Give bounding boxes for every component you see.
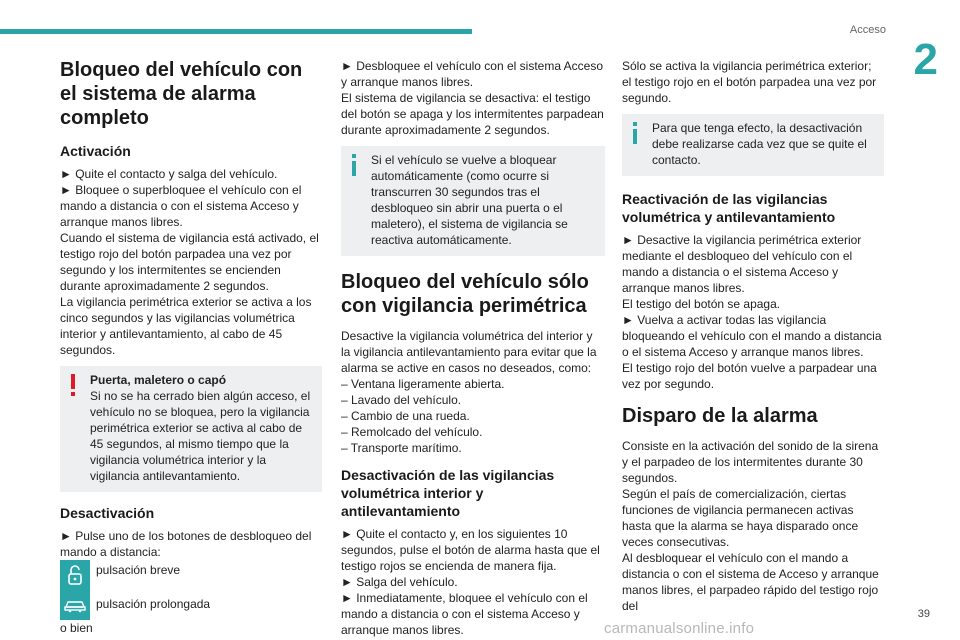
paragraph: Cuando el sistema de vigilancia está activado, el testigo rojo del botón parpadea una vez por segundo y los intermitentes se encienden durante aproximadamente 2 segundos. bbox=[60, 231, 319, 293]
heading-activation: Activación bbox=[60, 143, 131, 159]
list-item: – Cambio de una rueda. bbox=[341, 409, 470, 423]
column-2 bbox=[341, 58, 605, 638]
info-text: Si el vehículo se vuelve a bloquear automáticamente (como ocurre si transcurren 30 segundos tras el desbloqueo sin abrir una puerta o el maletero), el sistema de vigilancia se reactiva automáticamente. bbox=[371, 153, 568, 247]
list-item: – Transporte marítimo. bbox=[341, 441, 462, 455]
heading-deactivation: Desactivación bbox=[60, 505, 155, 521]
info-icon bbox=[632, 122, 638, 144]
car-unlock-icon bbox=[60, 590, 90, 620]
paragraph: El sistema de vigilancia se desactiva: el testigo del botón se apaga y los intermitentes parpadean durante aproximadamente 2 segundos. bbox=[341, 91, 604, 137]
paragraph: Según el país de comercialización, ciertas funciones de vigilancia permanecen activas hasta que la alarma se haya disparado once veces consecutivas. bbox=[622, 487, 859, 549]
paragraph: Consiste en la activación del sonido de la sirena y el parpadeo de los intermitentes durante 30 segundos. bbox=[622, 439, 879, 485]
short-press-row bbox=[60, 560, 322, 590]
long-press-row bbox=[60, 590, 322, 620]
heading-alarm-lock: Bloqueo del vehículo con el sistema de alarma completo bbox=[60, 59, 303, 129]
chapter-number: 2 bbox=[913, 35, 938, 84]
heading-reactivation: Reactivación de las vigilancias volumétrica y antilevantamiento bbox=[622, 191, 836, 225]
warning-title: Puerta, maletero o capó bbox=[90, 373, 227, 387]
paragraph: Sólo se activa la vigilancia perimétrica exterior; el testigo rojo en el botón parpadea una vez por segundo. bbox=[622, 59, 877, 105]
paragraph: ► Pulse uno de los botones de desbloqueo del mando a distancia: bbox=[60, 529, 312, 559]
list-item: – Lavado del vehículo. bbox=[341, 393, 462, 407]
paragraph: La vigilancia perimétrica exterior se activa a los cinco segundos y las vigilancias volumétrica interior y antilevantamiento, al cabo de 45 segundos. bbox=[60, 295, 312, 357]
paragraph: ► Desactive la vigilancia perimétrica exterior mediante el desbloqueo del vehículo con el mando a distancia o el sistema Acceso y arranque manos libres. bbox=[622, 233, 862, 295]
paragraph: ► Desbloquee el vehículo con el sistema Acceso y arranque manos libres. bbox=[341, 59, 604, 89]
list-item: – Remolcado del vehículo. bbox=[341, 425, 483, 439]
short-press-label: pulsación breve bbox=[96, 563, 181, 577]
section-title: Acceso bbox=[849, 24, 886, 36]
paragraph: ► Quite el contacto y salga del vehículo. bbox=[60, 167, 278, 181]
list-item: – Ventana ligeramente abierta. bbox=[341, 377, 505, 391]
warning-box bbox=[60, 366, 322, 492]
info-box bbox=[622, 114, 884, 176]
heading-perimeter-lock: Bloqueo del vehículo sólo con vigilancia perimétrica bbox=[341, 271, 589, 317]
paragraph: ► Bloquee o superbloquee el vehículo con el mando a distancia o con el sistema Acceso y arranque manos libres. bbox=[60, 183, 302, 229]
unlock-padlock-icon bbox=[60, 560, 90, 590]
page-number: 39 bbox=[917, 608, 930, 620]
warning-text: Si no se ha cerrado bien algún acceso, el vehículo no se bloquea, pero la vigilancia perimétrica exterior se activa al cabo de 45 segundos, al mismo tiempo que la vigilancia volumétrica interior y la vigilancia antilevantamiento. bbox=[90, 389, 311, 483]
paragraph: ► Vuelva a activar todas las vigilancia bloqueando el vehículo con el mando a distancia o el sistema Acceso y arranque manos libres. bbox=[622, 313, 882, 359]
paragraph: El testigo rojo del botón vuelve a parpadear una vez por segundo. bbox=[622, 361, 877, 391]
heading-alarm-trigger: Disparo de la alarma bbox=[622, 405, 818, 427]
long-press-label: pulsación prolongada bbox=[96, 597, 211, 611]
paragraph: El testigo del botón se apaga. bbox=[622, 297, 781, 311]
paragraph: ► Quite el contacto y, en los siguientes 10 segundos, pulse el botón de alarma hasta que el testigo rojos se encienda de manera fija. bbox=[341, 527, 600, 573]
paragraph: Desactive la vigilancia volumétrica del interior y la vigilancia antilevantamiento para evitar que la alarma se active en casos no deseados, como: bbox=[341, 329, 597, 375]
info-text: Para que tenga efecto, la desactivación debe realizarse cada vez que se quite el contacto. bbox=[652, 121, 867, 167]
heading-deactivate-volumetric: Desactivación de las vigilancias volumétrica interior y antilevantamiento bbox=[341, 467, 555, 519]
or-text: o bien bbox=[60, 621, 93, 635]
paragraph: ► Salga del vehículo. bbox=[341, 575, 458, 589]
info-box bbox=[341, 146, 605, 256]
header-accent-bar bbox=[0, 29, 472, 34]
warning-icon bbox=[70, 374, 76, 396]
column-1 bbox=[60, 52, 322, 636]
watermark: carmanualsonline.info bbox=[604, 620, 755, 637]
column-3 bbox=[622, 58, 884, 614]
paragraph: Al desbloquear el vehículo con el mando a distancia o con el sistema de Acceso y arranque manos libres, el parpadeo rápido del testigo rojo del bbox=[622, 551, 879, 613]
paragraph: ► Inmediatamente, bloquee el vehículo con el mando a distancia o con el sistema Acceso y arranque manos libres. bbox=[341, 591, 588, 637]
info-icon bbox=[351, 154, 357, 176]
